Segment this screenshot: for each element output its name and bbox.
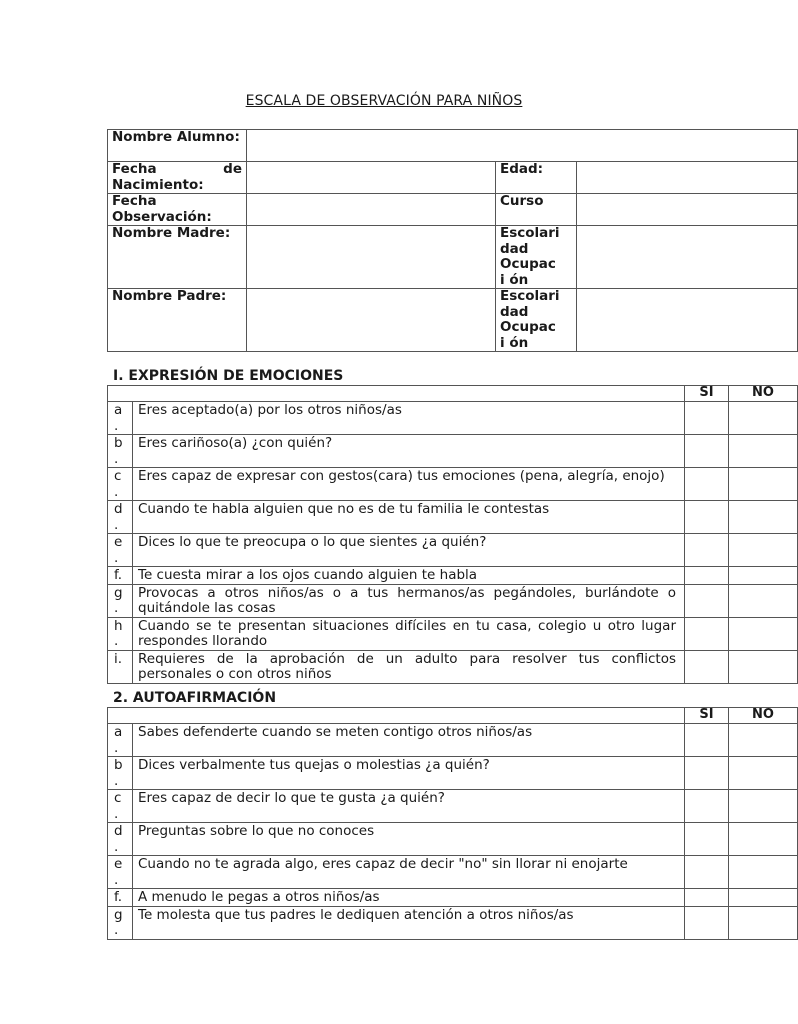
answer-no-cell[interactable] bbox=[729, 757, 798, 790]
question-row bbox=[108, 856, 798, 889]
label-fecha-nacimiento: Fecha de Nacimiento: bbox=[108, 162, 247, 194]
question-row bbox=[108, 724, 798, 757]
label-nombre-padre: Nombre Padre: bbox=[108, 289, 247, 352]
answer-no-cell[interactable] bbox=[729, 724, 798, 757]
question-letter: d . bbox=[108, 501, 133, 534]
field-nombre-madre[interactable] bbox=[247, 226, 496, 289]
question-letter: b . bbox=[108, 435, 133, 468]
emociones-table bbox=[107, 385, 798, 684]
question-row bbox=[108, 906, 798, 939]
field-escolaridad-ocupacion-madre[interactable] bbox=[577, 226, 798, 289]
answer-si-cell[interactable] bbox=[685, 501, 729, 534]
label-nombre-madre: Nombre Madre: bbox=[108, 226, 247, 289]
question-text: Provocas a otros niños/as o a tus hermanos/as pegándoles, burlándote o quitándole las cosas bbox=[133, 584, 685, 617]
answer-si-cell[interactable] bbox=[685, 757, 729, 790]
question-text: Eres cariñoso(a) ¿con quién? bbox=[133, 435, 685, 468]
question-row bbox=[108, 468, 798, 501]
answer-si-cell[interactable] bbox=[685, 584, 729, 617]
question-letter: f. bbox=[108, 889, 133, 907]
answer-no-cell[interactable] bbox=[729, 435, 798, 468]
answer-no-cell[interactable] bbox=[729, 501, 798, 534]
answer-no-cell[interactable] bbox=[729, 889, 798, 907]
question-row bbox=[108, 567, 798, 585]
question-text: A menudo le pegas a otros niños/as bbox=[133, 889, 685, 907]
label-escolaridad-ocupacion-madre: Escolari dad Ocupaci ón bbox=[496, 226, 577, 289]
field-escolaridad-ocupacion-padre[interactable] bbox=[577, 289, 798, 352]
question-text: Preguntas sobre lo que no conoces bbox=[133, 823, 685, 856]
question-row bbox=[108, 534, 798, 567]
answer-si-cell[interactable] bbox=[685, 889, 729, 907]
question-letter: f. bbox=[108, 567, 133, 585]
answer-si-cell[interactable] bbox=[685, 534, 729, 567]
question-letter: a . bbox=[108, 724, 133, 757]
question-text: Te cuesta mirar a los ojos cuando alguien te habla bbox=[133, 567, 685, 585]
field-nombre-padre[interactable] bbox=[247, 289, 496, 352]
question-text: Dices verbalmente tus quejas o molestias ¿a quién? bbox=[133, 757, 685, 790]
answer-no-cell[interactable] bbox=[729, 468, 798, 501]
question-row bbox=[108, 584, 798, 617]
answer-si-cell[interactable] bbox=[685, 650, 729, 683]
question-letter: g . bbox=[108, 584, 133, 617]
field-nombre-alumno[interactable] bbox=[247, 130, 798, 162]
label-edad: Edad: bbox=[496, 162, 577, 194]
student-info-table bbox=[107, 129, 798, 352]
field-edad[interactable] bbox=[577, 162, 798, 194]
question-letter: h . bbox=[108, 617, 133, 650]
autoafirmacion-table bbox=[107, 707, 798, 940]
question-letter: d . bbox=[108, 823, 133, 856]
answer-si-cell[interactable] bbox=[685, 468, 729, 501]
question-letter: a . bbox=[108, 402, 133, 435]
question-text: Sabes defenderte cuando se meten contigo otros niños/as bbox=[133, 724, 685, 757]
label-curso: Curso bbox=[496, 194, 577, 226]
question-row bbox=[108, 402, 798, 435]
field-fecha-nacimiento[interactable] bbox=[247, 162, 496, 194]
question-row bbox=[108, 790, 798, 823]
question-row bbox=[108, 650, 798, 683]
question-text: Cuando se te presentan situaciones difíciles en tu casa, colegio u otro lugar respondes llorando bbox=[133, 617, 685, 650]
header-si: SI bbox=[685, 708, 729, 724]
answer-no-cell[interactable] bbox=[729, 856, 798, 889]
question-letter: c . bbox=[108, 468, 133, 501]
label-escolaridad-ocupacion-padre: Escolari dad Ocupaci ón bbox=[496, 289, 577, 352]
answer-si-cell[interactable] bbox=[685, 790, 729, 823]
answer-no-cell[interactable] bbox=[729, 790, 798, 823]
question-text: Requieres de la aprobación de un adulto para resolver tus conflictos personales o con otros niños bbox=[133, 650, 685, 683]
section-heading-autoafirmacion: 2. AUTOAFIRMACIÓN bbox=[113, 690, 277, 706]
question-text: Dices lo que te preocupa o lo que sientes ¿a quién? bbox=[133, 534, 685, 567]
answer-si-cell[interactable] bbox=[685, 856, 729, 889]
label-nombre-alumno: Nombre Alumno: bbox=[108, 130, 247, 162]
header-no: NO bbox=[729, 708, 798, 724]
answer-no-cell[interactable] bbox=[729, 584, 798, 617]
question-text: Eres capaz de decir lo que te gusta ¿a quién? bbox=[133, 790, 685, 823]
question-text: Te molesta que tus padres le dediquen atención a otros niños/as bbox=[133, 906, 685, 939]
question-text: Cuando te habla alguien que no es de tu familia le contestas bbox=[133, 501, 685, 534]
header-si: SI bbox=[685, 386, 729, 402]
answer-no-cell[interactable] bbox=[729, 906, 798, 939]
answer-no-cell[interactable] bbox=[729, 402, 798, 435]
answer-no-cell[interactable] bbox=[729, 617, 798, 650]
question-letter: i. bbox=[108, 650, 133, 683]
field-fecha-observacion[interactable] bbox=[247, 194, 496, 226]
question-letter: g . bbox=[108, 906, 133, 939]
answer-no-cell[interactable] bbox=[729, 534, 798, 567]
answer-si-cell[interactable] bbox=[685, 567, 729, 585]
header-blank bbox=[108, 708, 685, 724]
question-row bbox=[108, 501, 798, 534]
section-heading-emociones: I. EXPRESIÓN DE EMOCIONES bbox=[113, 368, 344, 384]
question-row bbox=[108, 889, 798, 907]
answer-si-cell[interactable] bbox=[685, 402, 729, 435]
question-letter: e . bbox=[108, 534, 133, 567]
answer-si-cell[interactable] bbox=[685, 906, 729, 939]
answer-no-cell[interactable] bbox=[729, 823, 798, 856]
answer-si-cell[interactable] bbox=[685, 823, 729, 856]
answer-no-cell[interactable] bbox=[729, 650, 798, 683]
question-text: Eres aceptado(a) por los otros niños/as bbox=[133, 402, 685, 435]
label-fecha-observacion: Fecha Observación: bbox=[108, 194, 247, 226]
document-title: ESCALA DE OBSERVACIÓN PARA NIÑOS bbox=[245, 93, 523, 109]
question-text: Cuando no te agrada algo, eres capaz de decir "no" sin llorar ni enojarte bbox=[133, 856, 685, 889]
question-row bbox=[108, 617, 798, 650]
header-blank bbox=[108, 386, 685, 402]
question-row bbox=[108, 823, 798, 856]
question-letter: b . bbox=[108, 757, 133, 790]
question-text: Eres capaz de expresar con gestos(cara) tus emociones (pena, alegría, enojo) bbox=[133, 468, 685, 501]
field-curso[interactable] bbox=[577, 194, 798, 226]
answer-si-cell[interactable] bbox=[685, 724, 729, 757]
answer-no-cell[interactable] bbox=[729, 567, 798, 585]
header-no: NO bbox=[729, 386, 798, 402]
answer-si-cell[interactable] bbox=[685, 617, 729, 650]
question-letter: c . bbox=[108, 790, 133, 823]
question-row bbox=[108, 435, 798, 468]
question-row bbox=[108, 757, 798, 790]
answer-si-cell[interactable] bbox=[685, 435, 729, 468]
question-letter: e . bbox=[108, 856, 133, 889]
